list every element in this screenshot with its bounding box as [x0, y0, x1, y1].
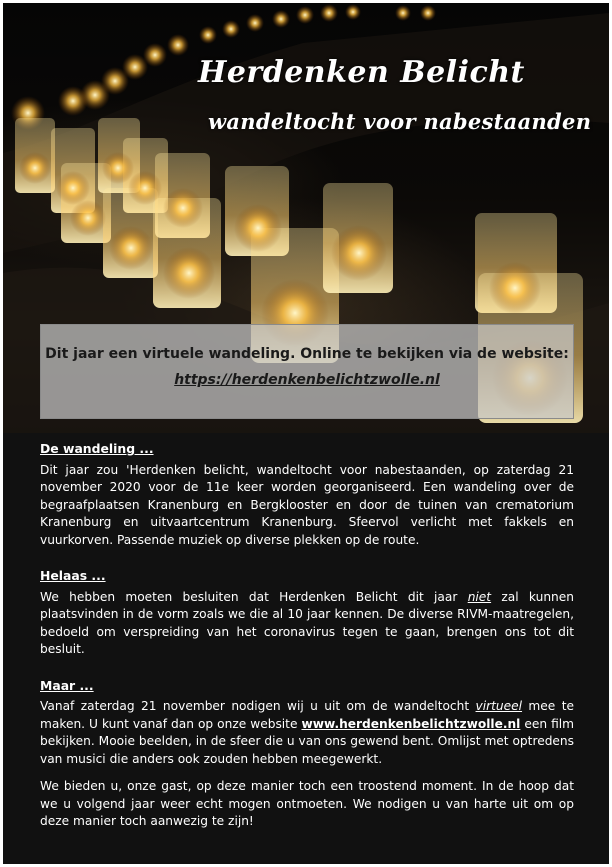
website-link-inline[interactable]: www.herdenkenbelichtzwolle.nl: [301, 716, 521, 731]
section-heading-wandeling: De wandeling ...: [40, 441, 154, 456]
emphasis-virtueel: virtueel: [475, 699, 523, 713]
virtual-walk-banner: [40, 324, 574, 419]
flyer-page: [3, 3, 609, 864]
section-wandeling: [40, 440, 574, 549]
banner-text: Dit jaar een virtuele wandeling. Online te bekijken via de website:: [45, 346, 569, 362]
section-maar: [40, 677, 574, 831]
emphasis-niet: niet: [467, 589, 492, 604]
section-helaas: [40, 567, 574, 659]
flyer-title: Herdenken Belicht: [198, 55, 525, 90]
candles-photo: [3, 3, 609, 433]
section-body-maar-2: We bieden u, onze gast, op deze manier toch een troostend moment. In de hoop dat we u volgend jaar weer echt mogen ontmoeten. We nodigen u van harte uit om op deze manier toch aanwezig te zijn!: [40, 779, 574, 828]
body-text: zal kunnen plaatsvinden in de vorm zoals we die al 10 jaar kennen. De diverse RIVM-maatregelen, bedoeld om verspreiding van het coronavirus tegen te gaan, brengen ons tot dit besluit.: [40, 589, 575, 656]
body-text: mee te maken. U kunt vanaf dan op onze website: [40, 699, 574, 731]
flyer-subtitle: wandeltocht voor nabestaanden: [208, 109, 592, 134]
section-heading-maar: Maar ...: [40, 677, 94, 693]
body-text: We hebben moeten besluiten dat Herdenken Belicht dit jaar: [40, 589, 468, 604]
section-body-wandeling: Dit jaar zou 'Herdenken belicht, wandeltocht voor nabestaanden, op zaterdag 21 november 2020 voor de 11e keer worden georganiseerd. Een wandeling over de begraafplaatsen Kranenburg en Bergklooster en door de tuinen van crematorium Kranenburg en uitvaartcentrum Kranenburg. Sfeervol verlicht met fakkels en vuurkorven. Passende muziek op diverse plekken op de route.: [40, 462, 574, 547]
section-body-maar-1: [40, 698, 574, 768]
flyer-content: [40, 440, 574, 849]
body-text: Vanaf zaterdag 21 november nodigen wij u uit om de wandeltocht: [40, 699, 476, 713]
section-heading-helaas: Helaas ...: [40, 568, 106, 583]
website-link[interactable]: https://herdenkenbelichtzwolle.nl: [174, 372, 440, 388]
body-text: een film bekijken. Mooie beelden, in de sfeer die u van ons gewend bent. Omlijst met optredens van musici die anders ook zouden hebben meegewerkt.: [40, 716, 574, 766]
section-body-helaas: [40, 589, 574, 659]
